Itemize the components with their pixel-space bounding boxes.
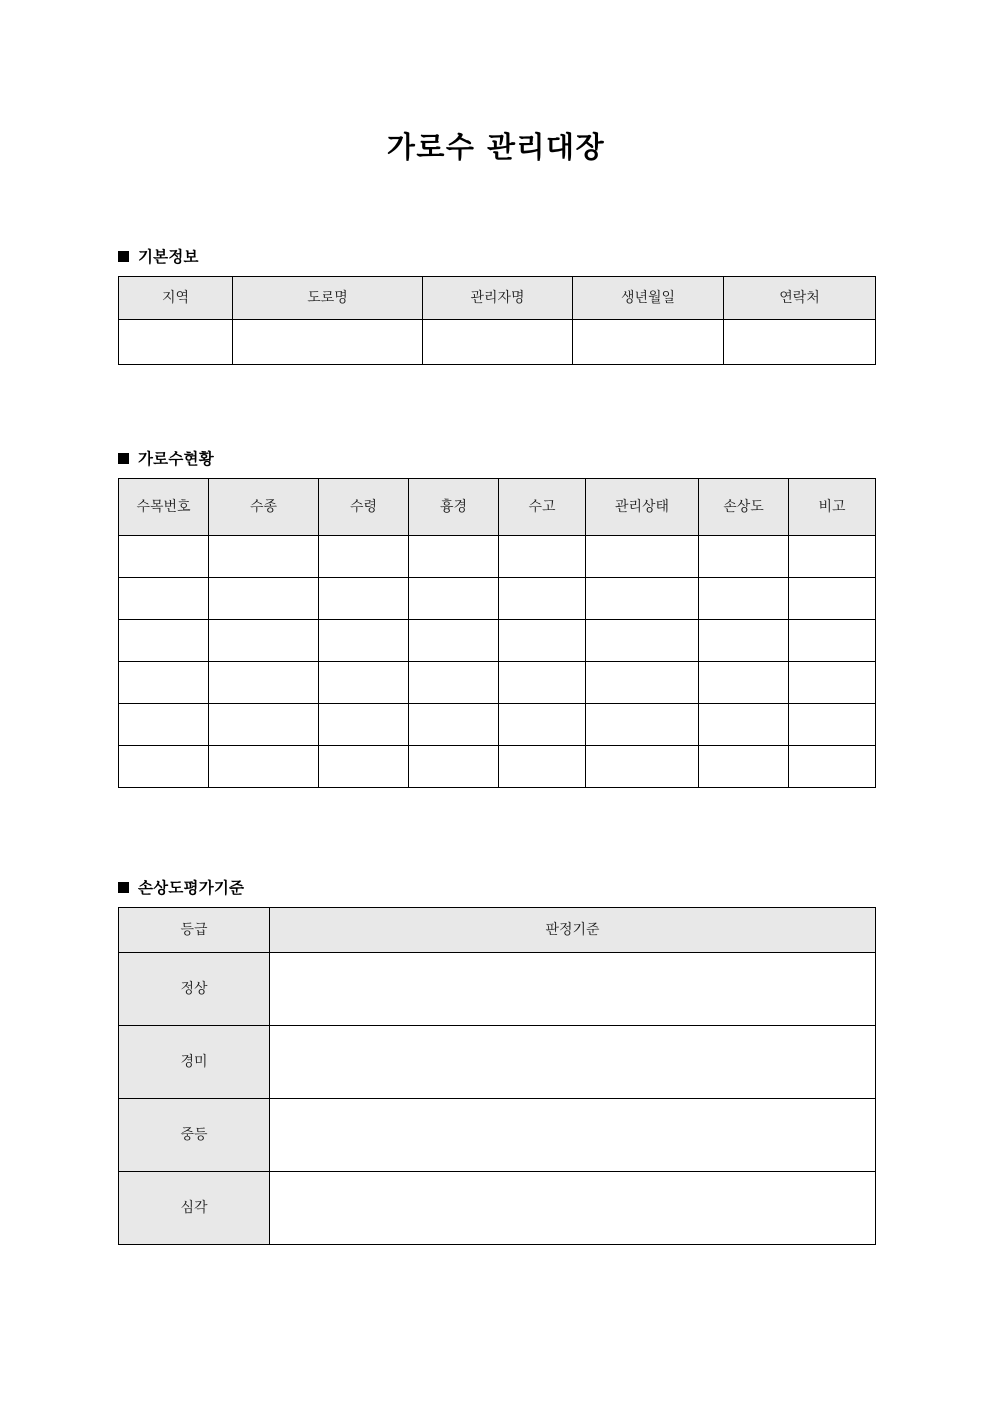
cell-criteria-moderate[interactable] — [270, 1099, 876, 1172]
section-tree-status — [118, 447, 874, 788]
cell-remarks[interactable] — [789, 536, 876, 578]
cell-tree-number[interactable] — [119, 662, 209, 704]
cell-road-name[interactable] — [233, 320, 423, 365]
section-basic-info — [118, 245, 874, 365]
cell-species[interactable] — [209, 578, 319, 620]
cell-mgmt-status[interactable] — [586, 746, 699, 788]
section-title-basic-info: 기본정보 — [138, 248, 199, 267]
cell-tree-height[interactable] — [499, 746, 586, 788]
section-title-tree-status: 가로수현황 — [138, 450, 214, 469]
cell-damage-level[interactable] — [699, 536, 789, 578]
table-row — [119, 746, 876, 788]
table-row — [119, 662, 876, 704]
column-header-remarks: 비고 — [789, 479, 876, 536]
cell-damage-level[interactable] — [699, 620, 789, 662]
spacer-title — [118, 167, 874, 245]
cell-grade-minor: 경미 — [119, 1026, 270, 1099]
basic-info-table — [118, 276, 876, 365]
section-heading-tree-status — [118, 447, 874, 469]
cell-dbh[interactable] — [409, 536, 499, 578]
cell-birthdate[interactable] — [573, 320, 724, 365]
cell-mgmt-status[interactable] — [586, 578, 699, 620]
tree-status-table — [118, 478, 876, 788]
table-row — [119, 704, 876, 746]
cell-species[interactable] — [209, 704, 319, 746]
cell-remarks[interactable] — [789, 704, 876, 746]
table-row — [119, 953, 876, 1026]
square-bullet-icon — [118, 453, 129, 464]
cell-remarks[interactable] — [789, 662, 876, 704]
table-header-row — [119, 277, 876, 320]
column-header-contact: 연락처 — [724, 277, 876, 320]
table-header-row — [119, 479, 876, 536]
column-header-tree-height: 수고 — [499, 479, 586, 536]
cell-contact[interactable] — [724, 320, 876, 365]
cell-grade-moderate: 중등 — [119, 1099, 270, 1172]
cell-tree-height[interactable] — [499, 704, 586, 746]
section-damage-criteria — [118, 876, 874, 1245]
cell-mgmt-status[interactable] — [586, 704, 699, 746]
column-header-tree-number: 수목번호 — [119, 479, 209, 536]
table-row — [119, 1099, 876, 1172]
table-row — [119, 536, 876, 578]
column-header-criteria: 판정기준 — [270, 908, 876, 953]
page-title: 가로수 관리대장 — [386, 130, 606, 164]
section-title-damage-criteria: 손상도평가기준 — [138, 879, 245, 898]
cell-manager-name[interactable] — [423, 320, 573, 365]
cell-dbh[interactable] — [409, 620, 499, 662]
cell-dbh[interactable] — [409, 662, 499, 704]
column-header-dbh: 흉경 — [409, 479, 499, 536]
cell-tree-age[interactable] — [319, 578, 409, 620]
cell-remarks[interactable] — [789, 578, 876, 620]
column-header-species: 수종 — [209, 479, 319, 536]
cell-criteria-minor[interactable] — [270, 1026, 876, 1099]
cell-tree-height[interactable] — [499, 578, 586, 620]
cell-tree-height[interactable] — [499, 536, 586, 578]
cell-mgmt-status[interactable] — [586, 536, 699, 578]
damage-criteria-table — [118, 907, 876, 1245]
column-header-birthdate: 생년월일 — [573, 277, 724, 320]
cell-tree-number[interactable] — [119, 578, 209, 620]
column-header-damage-level: 손상도 — [699, 479, 789, 536]
cell-tree-height[interactable] — [499, 662, 586, 704]
cell-species[interactable] — [209, 620, 319, 662]
square-bullet-icon — [118, 882, 129, 893]
square-bullet-icon — [118, 251, 129, 262]
cell-criteria-normal[interactable] — [270, 953, 876, 1026]
table-header-row — [119, 908, 876, 953]
cell-tree-age[interactable] — [319, 704, 409, 746]
cell-tree-age[interactable] — [319, 620, 409, 662]
cell-remarks[interactable] — [789, 746, 876, 788]
cell-damage-level[interactable] — [699, 704, 789, 746]
cell-species[interactable] — [209, 662, 319, 704]
cell-tree-age[interactable] — [319, 746, 409, 788]
cell-damage-level[interactable] — [699, 578, 789, 620]
cell-mgmt-status[interactable] — [586, 662, 699, 704]
column-header-manager-name: 관리자명 — [423, 277, 573, 320]
cell-species[interactable] — [209, 536, 319, 578]
cell-tree-number[interactable] — [119, 746, 209, 788]
section-heading-basic-info — [118, 245, 874, 267]
cell-grade-normal: 정상 — [119, 953, 270, 1026]
cell-dbh[interactable] — [409, 704, 499, 746]
cell-tree-number[interactable] — [119, 620, 209, 662]
cell-tree-number[interactable] — [119, 704, 209, 746]
cell-dbh[interactable] — [409, 746, 499, 788]
cell-dbh[interactable] — [409, 578, 499, 620]
spacer-section-2-3 — [118, 788, 874, 876]
spacer-section-1-2 — [118, 365, 874, 447]
table-row — [119, 578, 876, 620]
cell-region[interactable] — [119, 320, 233, 365]
cell-grade-severe: 심각 — [119, 1172, 270, 1245]
cell-tree-number[interactable] — [119, 536, 209, 578]
cell-damage-level[interactable] — [699, 746, 789, 788]
table-row — [119, 1026, 876, 1099]
column-header-tree-age: 수령 — [319, 479, 409, 536]
column-header-mgmt-status: 관리상태 — [586, 479, 699, 536]
table-row — [119, 1172, 876, 1245]
cell-damage-level[interactable] — [699, 662, 789, 704]
cell-mgmt-status[interactable] — [586, 620, 699, 662]
section-heading-damage-criteria — [118, 876, 874, 898]
table-row — [119, 620, 876, 662]
cell-remarks[interactable] — [789, 620, 876, 662]
table-row — [119, 320, 876, 365]
cell-species[interactable] — [209, 746, 319, 788]
column-header-grade: 등급 — [119, 908, 270, 953]
column-header-region: 지역 — [119, 277, 233, 320]
column-header-road-name: 도로명 — [233, 277, 423, 320]
cell-tree-age[interactable] — [319, 536, 409, 578]
cell-tree-height[interactable] — [499, 620, 586, 662]
cell-criteria-severe[interactable] — [270, 1172, 876, 1245]
cell-tree-age[interactable] — [319, 662, 409, 704]
